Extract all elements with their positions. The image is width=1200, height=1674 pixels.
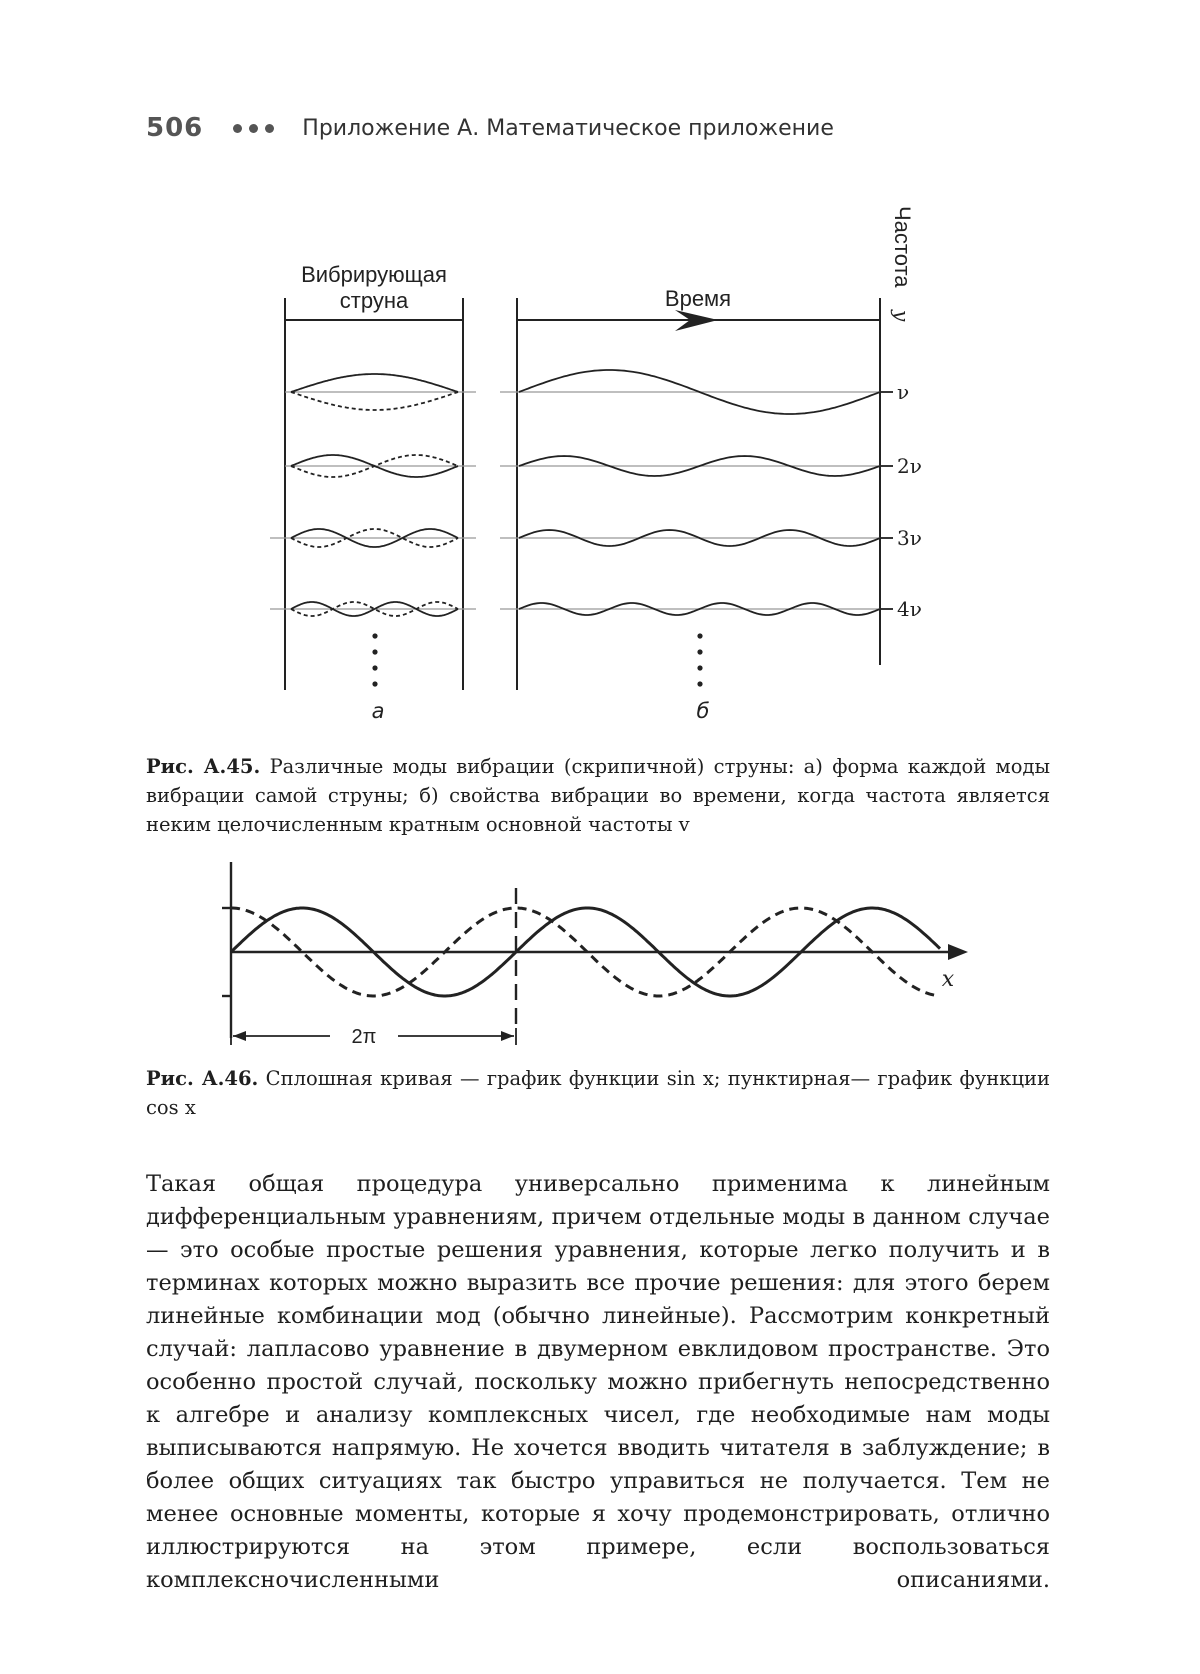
running-title: Приложение А. Математическое приложение [302,115,834,141]
label-vibrating-string: Вибрирующая [301,262,447,287]
dimension-arrow-left-icon [233,1031,246,1041]
sublabel-b: б [696,699,710,723]
label-string: струна [339,288,409,313]
label-frequency: Частота [890,206,915,288]
mode-label-2: 2ν [897,454,922,478]
caption-a45-text: Различные моды вибрации (скрипичной) струны: а) форма каждой моды вибрации самой струны; б) свойства вибрации во времени, когда частота является неким целочисленным кратным основной частоты v [146,755,1050,836]
mode-label-1: ν [897,380,910,404]
caption-figure-a46 [146,1064,1050,1122]
dimension-arrow-right-icon [501,1031,514,1041]
page-number: 506 [146,113,204,143]
caption-a45-prefix: Рис. А.45. [146,755,261,778]
label-x: x [941,967,955,992]
x-axis-arrow-icon [948,944,968,960]
label-y: y [890,310,914,322]
sublabel-a: а [371,699,385,723]
caption-a46-text: Сплошная кривая — график функции sin x; пунктирная— график функции cos x [146,1067,1050,1119]
mode-label-3: 3ν [897,526,922,550]
label-time: Время [664,286,732,311]
mode-label-4: 4ν [897,597,922,621]
label-period: 2π [351,1026,377,1048]
caption-a46-prefix: Рис. А.46. [146,1067,259,1090]
body-paragraph: Такая общая процедура универсально применима к линейным дифференциальным уравнениям, причем отдельные моды в данном случае — это особые простые решения уравнения, которые легко получить и в терминах которых можно выразить все прочие решения: для этого берем линейные комбинации мод (обычно линейные). Рассмотрим конкретный случай: лапласово уравнение в двумерном евклидовом пространстве. Это особенно простой случай, поскольку можно прибегнуть непосредственно к алгебре и анализу комплексных чисел, где необходимые нам моды выписываются напрямую. Не хочется вводить читателя в заблуждение; в более общих ситуациях так быстро управиться не получается. Тем не менее основные моменты, которые я хочу продемонстрировать, отлично иллюстрируются на этом примере, если воспользоваться комплексночисленными описаниями. [146,1171,1050,1593]
